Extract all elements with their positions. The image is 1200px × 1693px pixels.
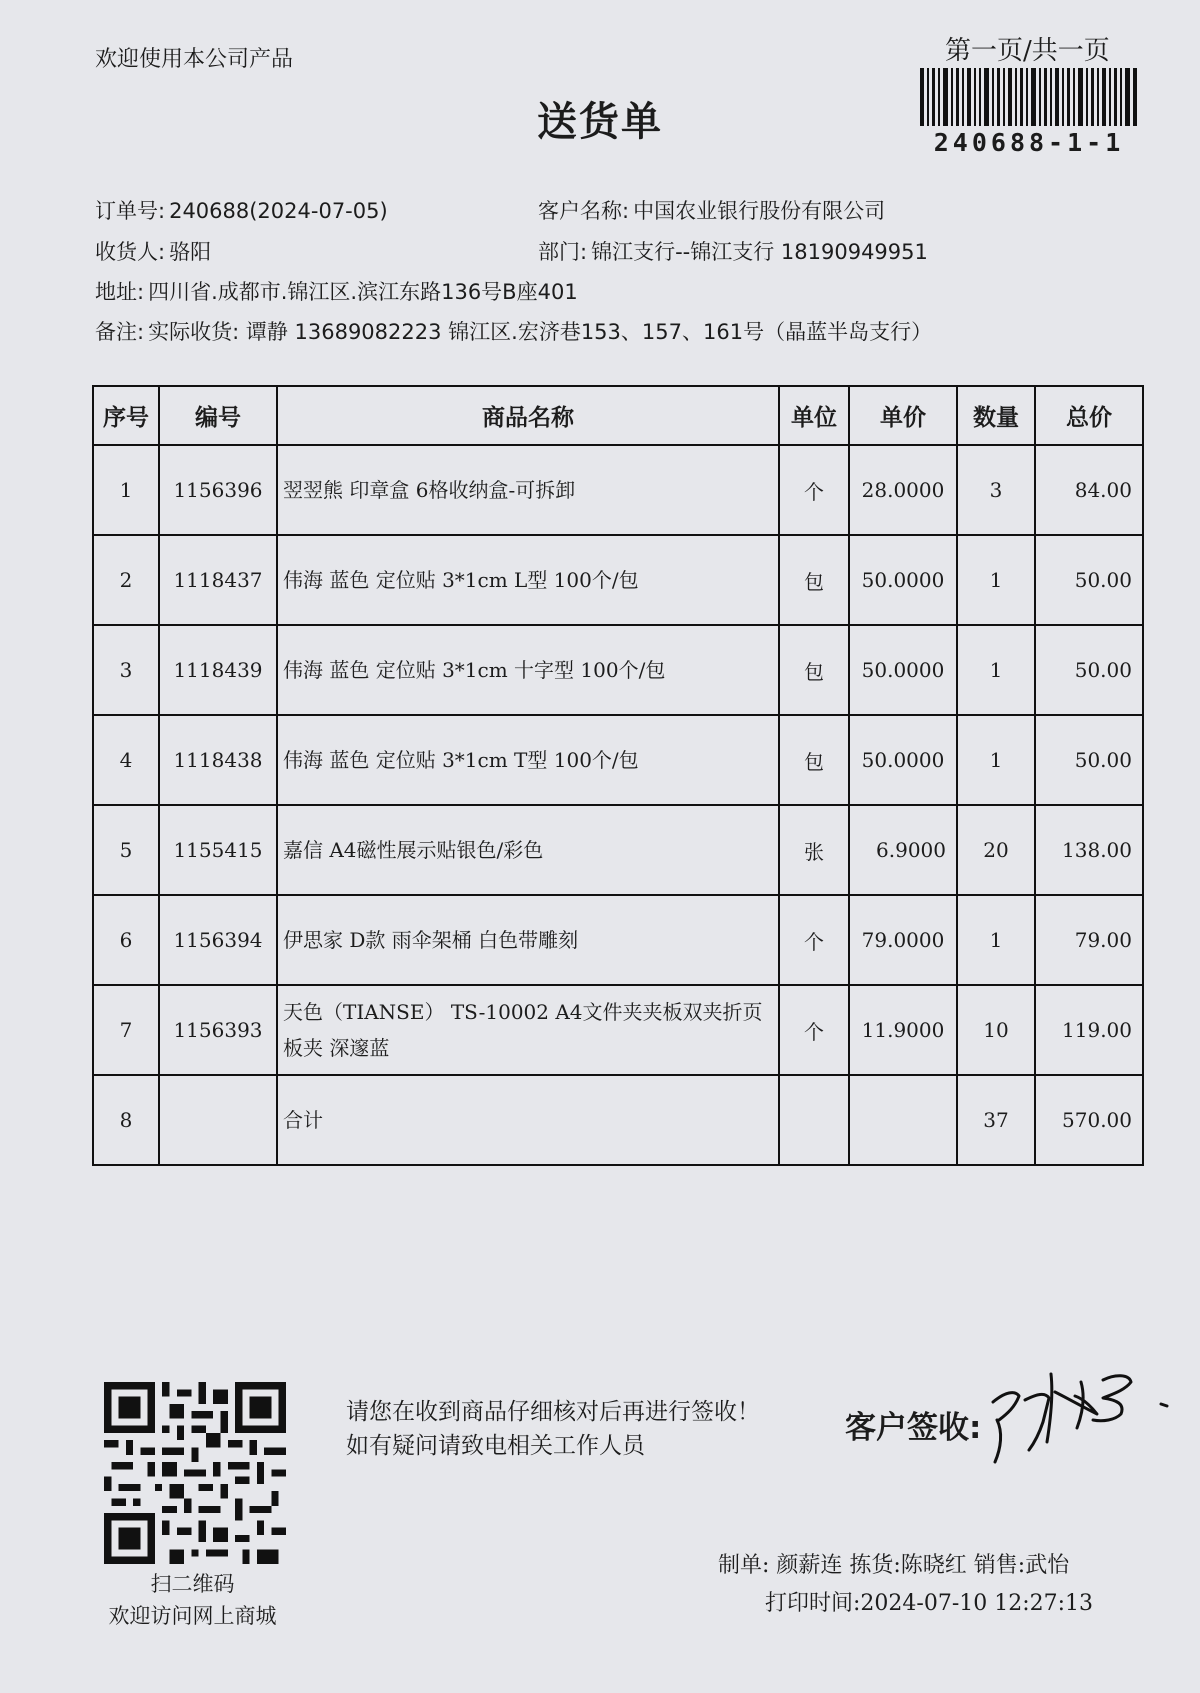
cell-seq: 4 bbox=[93, 715, 159, 805]
cell-code: 1118439 bbox=[159, 625, 277, 715]
cell-seq: 3 bbox=[93, 625, 159, 715]
summary-quantity: 37 bbox=[957, 1075, 1035, 1165]
handwritten-signature bbox=[985, 1362, 1175, 1472]
cell-product-name: 伟海 蓝色 定位贴 3*1cm 十字型 100个/包 bbox=[277, 625, 779, 715]
address: 四川省.成都市.锦江区.滨江东路136号B座401 bbox=[148, 280, 578, 304]
items-table bbox=[92, 385, 1144, 1166]
customer-name: 中国农业银行股份有限公司 bbox=[633, 199, 886, 223]
qr-caption-scan: 扫二维码 bbox=[150, 1572, 235, 1596]
table-row bbox=[93, 895, 1143, 985]
cell-seq: 5 bbox=[93, 805, 159, 895]
cell-seq: 7 bbox=[93, 985, 159, 1075]
cell-total: 50.00 bbox=[1035, 535, 1143, 625]
cell-quantity: 1 bbox=[957, 535, 1035, 625]
qr-caption-visit: 欢迎访问网上商城 bbox=[108, 1604, 277, 1628]
remark-label: 备注: bbox=[95, 320, 145, 344]
cell-unit: 个 bbox=[779, 895, 849, 985]
cell-product-name: 嘉信 A4磁性展示贴银色/彩色 bbox=[277, 805, 779, 895]
cell-code: 1155415 bbox=[159, 805, 277, 895]
page-indicator: 第一页/共一页 bbox=[945, 36, 1110, 66]
barcode-number: 240688-1-1 bbox=[933, 128, 1125, 157]
remark-line bbox=[95, 316, 932, 346]
barcode bbox=[920, 68, 1138, 126]
cell-product-name: 天色（TIANSE） TS-10002 A4文件夹夹板双夹折页板夹 深邃蓝 bbox=[277, 985, 779, 1075]
cell-seq: 6 bbox=[93, 895, 159, 985]
receiver-line bbox=[95, 236, 211, 266]
order-number-line bbox=[95, 195, 388, 225]
table-row bbox=[93, 625, 1143, 715]
cell-product-name: 伟海 蓝色 定位贴 3*1cm L型 100个/包 bbox=[277, 535, 779, 625]
summary-row bbox=[93, 1075, 1143, 1165]
cell-code: 1156394 bbox=[159, 895, 277, 985]
header-product-name: 商品名称 bbox=[277, 386, 779, 445]
customer-line bbox=[538, 195, 885, 225]
cell-total: 84.00 bbox=[1035, 445, 1143, 535]
table-row bbox=[93, 535, 1143, 625]
notice-text: 请您在收到商品仔细核对后再进行签收！如有疑问请致电相关工作人员 bbox=[346, 1399, 760, 1459]
cell-code-empty bbox=[159, 1075, 277, 1165]
cell-product-name: 伊思家 D款 雨伞架桶 白色带雕刻 bbox=[277, 895, 779, 985]
signature-label: 客户签收: bbox=[845, 1410, 982, 1446]
cell-code: 1156393 bbox=[159, 985, 277, 1075]
cell-quantity: 20 bbox=[957, 805, 1035, 895]
cell-quantity: 1 bbox=[957, 895, 1035, 985]
cell-quantity: 1 bbox=[957, 715, 1035, 805]
cell-total: 138.00 bbox=[1035, 805, 1143, 895]
print-time: 打印时间:2024-07-10 12:27:13 bbox=[765, 1591, 1094, 1616]
order-number: 240688(2024-07-05) bbox=[169, 199, 388, 223]
table-row bbox=[93, 805, 1143, 895]
staff-line: 制单: 颜薪连 拣货:陈晓红 销售:武怡 bbox=[718, 1553, 1070, 1578]
cell-product-name: 伟海 蓝色 定位贴 3*1cm T型 100个/包 bbox=[277, 715, 779, 805]
document-title: 送货单 bbox=[537, 99, 663, 145]
department-label: 部门: bbox=[538, 240, 588, 264]
welcome-text: 欢迎使用本公司产品 bbox=[95, 47, 294, 72]
table-row bbox=[93, 715, 1143, 805]
cell-unit: 包 bbox=[779, 535, 849, 625]
cell-quantity: 10 bbox=[957, 985, 1035, 1075]
order-number-label: 订单号: bbox=[95, 199, 166, 223]
cell-total: 79.00 bbox=[1035, 895, 1143, 985]
cell-seq: 8 bbox=[93, 1075, 159, 1165]
receiver-name: 骆阳 bbox=[169, 240, 212, 264]
remark: 实际收货: 谭静 13689082223 锦江区.宏济巷153、157、161号（晶蓝半岛支行） bbox=[148, 320, 933, 344]
cell-unit-price: 11.9000 bbox=[849, 985, 957, 1075]
cell-unit: 包 bbox=[779, 625, 849, 715]
cell-unit-price: 50.0000 bbox=[849, 715, 957, 805]
summary-total: 570.00 bbox=[1035, 1075, 1143, 1165]
cell-seq: 2 bbox=[93, 535, 159, 625]
header-unit: 单位 bbox=[779, 386, 849, 445]
cell-price-empty bbox=[849, 1075, 957, 1165]
address-line bbox=[95, 276, 578, 306]
summary-label: 合计 bbox=[277, 1075, 779, 1165]
qr-code bbox=[104, 1382, 286, 1564]
address-label: 地址: bbox=[95, 280, 145, 304]
cell-product-name: 翌翌熊 印章盒 6格收纳盒-可拆卸 bbox=[277, 445, 779, 535]
department: 锦江支行--锦江支行 18190949951 bbox=[591, 240, 928, 264]
table-row bbox=[93, 445, 1143, 535]
header-unit-price: 单价 bbox=[849, 386, 957, 445]
header-code: 编号 bbox=[159, 386, 277, 445]
cell-unit: 张 bbox=[779, 805, 849, 895]
cell-unit: 个 bbox=[779, 985, 849, 1075]
cell-total: 50.00 bbox=[1035, 625, 1143, 715]
cell-code: 1156396 bbox=[159, 445, 277, 535]
cell-unit-price: 79.0000 bbox=[849, 895, 957, 985]
cell-unit-price: 50.0000 bbox=[849, 535, 957, 625]
cell-unit-price: 6.9000 bbox=[849, 805, 957, 895]
cell-unit: 包 bbox=[779, 715, 849, 805]
header-seq: 序号 bbox=[93, 386, 159, 445]
cell-quantity: 3 bbox=[957, 445, 1035, 535]
cell-unit: 个 bbox=[779, 445, 849, 535]
table-row bbox=[93, 985, 1143, 1075]
receiver-label: 收货人: bbox=[95, 240, 166, 264]
cell-unit-price: 50.0000 bbox=[849, 625, 957, 715]
cell-code: 1118438 bbox=[159, 715, 277, 805]
cell-code: 1118437 bbox=[159, 535, 277, 625]
cell-seq: 1 bbox=[93, 445, 159, 535]
header-quantity: 数量 bbox=[957, 386, 1035, 445]
customer-label: 客户名称: bbox=[538, 199, 630, 223]
cell-unit-empty bbox=[779, 1075, 849, 1165]
table-header-row bbox=[93, 386, 1143, 445]
department-line bbox=[538, 236, 928, 266]
cell-quantity: 1 bbox=[957, 625, 1035, 715]
cell-total: 50.00 bbox=[1035, 715, 1143, 805]
cell-unit-price: 28.0000 bbox=[849, 445, 957, 535]
header-total: 总价 bbox=[1035, 386, 1143, 445]
cell-total: 119.00 bbox=[1035, 985, 1143, 1075]
